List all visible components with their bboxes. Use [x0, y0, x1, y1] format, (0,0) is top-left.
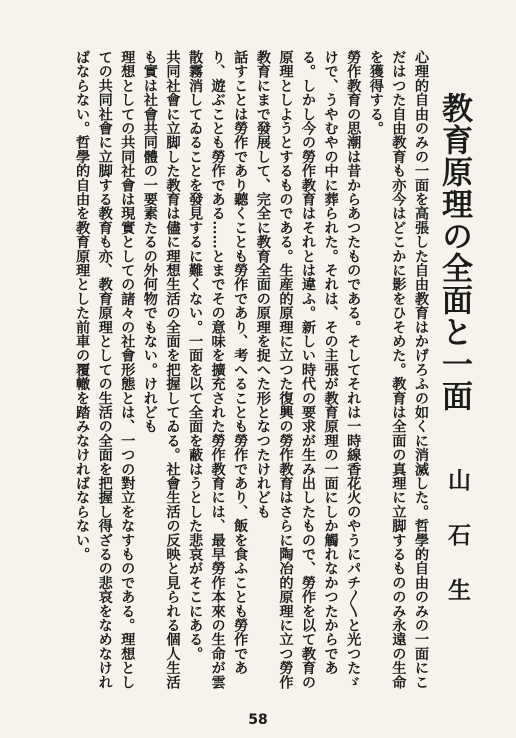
- paragraph: 勞作教育の思潮は昔からあつたものである。そしてそれは一時線香花火のやうにパチ〱と光つたゞけで、うやむやの中に葬られた。それは、その主張が教育原理の一面にしか觸れなかつたからである。しかし今の勞作教育はそれとは違ふ。新しい時代の要求が生み出したもので、勞作を以て教育の原理としようとするものである。生産的原理に立つた復興の勞作教育はさらに陶冶的原理に立つ勞作教育にまで發展して、完全に教育全面の原理を捉へた形となつたけれども: [254, 50, 362, 689]
- paragraph: 話すことは勞作であり聽くことも勞作であり、考へることも勞作であり、飯を食ふことも勞作であり、遊ぶことも勞作である……とまでその意味を擴充された勞作教育には、最早勞作本來の生命が雲散霧消してゐることを發見するに難くない。一面を以て全面を蔽はうとした悲哀がそこにある。: [187, 50, 249, 689]
- article-author: 山石生: [444, 468, 471, 633]
- page-number: 58: [248, 712, 268, 728]
- paragraph: 共同社會に立脚した教育は儘に理想生活の全面を把握してゐる。社會生活の反映と見られる個人生活も實は社會共同體の一要素たるの外何物でもない。けれども: [141, 50, 181, 689]
- article-title: 教育原理の全面と一面: [436, 92, 472, 412]
- paragraph: 心理的自由のみの一面を高張した自由教育はかげろふの如くに消滅した。哲學的自由のみの一面にこだはつた自由教育も亦今はどこかに影をひそめた。教育は全面の真理に立脚するもののみ永遠の生命を獲得する。: [367, 50, 429, 689]
- paragraph: 理想としての共同社會は現實としての諸々の社會形態とは、一つの對立をなすものである。理想としての共同社會に立脚する教育も亦、教育原理としての生活の全面を把握し得ざるの悲哀をなめなければならない。哲學的自由を教育原理とした前車の覆轍を踏みなければならない。: [74, 50, 136, 689]
- article-body: [58, 50, 432, 690]
